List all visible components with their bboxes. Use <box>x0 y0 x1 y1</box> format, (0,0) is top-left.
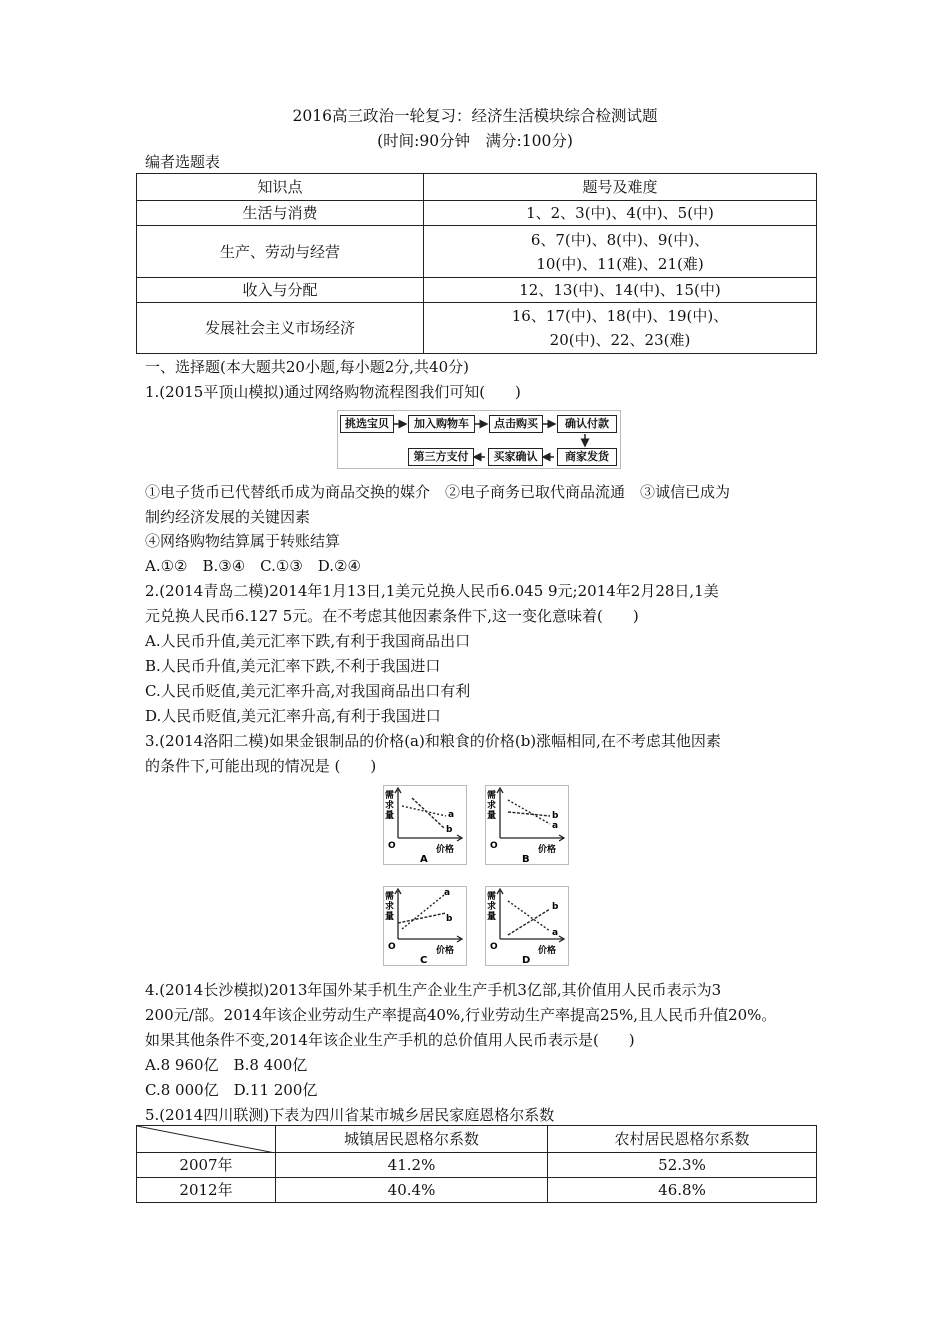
label-b: b <box>552 811 559 821</box>
document-subtitle: (时间:90分钟 满分:100分) <box>377 132 573 150</box>
line-a <box>508 901 550 931</box>
y-label: 需 <box>487 892 497 902</box>
q4-stem-1: 4.(2014长沙模拟)2013年国外某手机生产企业生产手机3亿部,其价值用人民币表示为3 <box>145 981 722 999</box>
q2-option-b: B.人民币升值,美元汇率下跌,不利于我国进口 <box>145 657 441 675</box>
line-b <box>412 798 444 828</box>
q1-options: A.①② B.③④ C.①③ D.②④ <box>145 557 361 575</box>
label-a: a <box>552 928 559 938</box>
origin-label: O <box>388 841 396 851</box>
q1-stem: 1.(2015平顶山模拟)通过网络购物流程图我们可知( ) <box>145 383 521 401</box>
items-cell: 6、7(中)、8(中)、9(中)、 10(中)、11(难)、21(难) <box>424 226 817 278</box>
flow-step-cart: 加入购物车 <box>408 415 475 433</box>
label-a: a <box>444 888 451 898</box>
y-label: 量 <box>487 811 497 821</box>
line-a <box>402 895 444 929</box>
topic-cell: 收入与分配 <box>137 278 424 303</box>
engel-urban-cell: 40.4% <box>276 1178 548 1203</box>
q4-stem-2: 200元/部。2014年该企业劳动生产率提高40%,行业劳动生产率提高25%,且人民币升值20%。 <box>145 1006 777 1024</box>
q4-options-1: A.8 960亿 B.8 400亿 <box>145 1056 308 1074</box>
document-title: 2016高三政治一轮复习：经济生活模块综合检测试题 <box>292 107 658 125</box>
flow-step-third-party: 第三方支付 <box>408 448 474 466</box>
y-label: 求 <box>385 902 395 912</box>
q2-stem-1: 2.(2014青岛二模)2014年1月13日,1美元兑换人民币6.045 9元;2014年2月28日,1美 <box>145 582 719 600</box>
line-a <box>402 806 446 816</box>
origin-label: O <box>490 841 498 851</box>
topic-cell: 发展社会主义市场经济 <box>137 303 424 354</box>
origin-label: O <box>490 942 498 952</box>
y-label: 求 <box>385 801 395 811</box>
label-b: b <box>446 825 453 835</box>
demand-graph-B <box>485 785 569 865</box>
y-label: 需 <box>385 892 395 902</box>
engel-header-rural: 农村居民恩格尔系数 <box>548 1126 817 1153</box>
engel-year-cell: 2012年 <box>137 1178 276 1203</box>
graph-svg <box>486 786 568 864</box>
q1-statement-2: 制约经济发展的关键因素 <box>145 508 311 526</box>
x-label: 价格 <box>436 845 455 855</box>
engel-corner-cell <box>137 1126 276 1153</box>
graph-svg <box>486 887 568 965</box>
origin-label: O <box>388 942 396 952</box>
label-b: b <box>552 902 559 912</box>
x-label: 价格 <box>538 845 557 855</box>
x-label: 价格 <box>436 946 455 956</box>
graph-letter: B <box>522 854 530 864</box>
engel-table <box>136 1125 817 1203</box>
q4-stem-3: 如果其他条件不变,2014年该企业生产手机的总价值用人民币表示是( ) <box>145 1031 635 1049</box>
label-b: b <box>446 914 453 924</box>
q3-stem-2: 的条件下,可能出现的情况是 ( ) <box>145 757 377 775</box>
demand-graph-C <box>383 886 467 966</box>
engel-header-urban: 城镇居民恩格尔系数 <box>276 1126 548 1153</box>
q2-option-c: C.人民币贬值,美元汇率升高,对我国商品出口有利 <box>145 682 471 700</box>
topic-cell: 生产、劳动与经营 <box>137 226 424 278</box>
q3-stem-1: 3.(2014洛阳二模)如果金银制品的价格(a)和粮食的价格(b)涨幅相同,在不考虑其他因素 <box>145 732 721 750</box>
x-label: 价格 <box>538 946 557 956</box>
q5-stem: 5.(2014四川联测)下表为四川省某市城乡居民家庭恩格尔系数 <box>145 1106 555 1124</box>
topic-cell: 生活与消费 <box>137 201 424 226</box>
label-a: a <box>552 821 559 831</box>
items-cell: 1、2、3(中)、4(中)、5(中) <box>424 201 817 226</box>
line-b <box>398 913 446 923</box>
graph-letter: A <box>420 854 428 864</box>
y-label: 需 <box>385 791 395 801</box>
items-header: 题号及难度 <box>424 174 817 201</box>
graph-svg <box>384 887 466 965</box>
topic-table <box>136 173 817 354</box>
graph-letter: D <box>522 955 531 965</box>
q4-options-2: C.8 000亿 D.11 200亿 <box>145 1081 318 1099</box>
flow-step-ship: 商家发货 <box>557 448 617 466</box>
y-label: 求 <box>487 801 497 811</box>
label-a: a <box>448 810 455 820</box>
y-label: 需 <box>487 791 497 801</box>
items-cell: 12、13(中)、14(中)、15(中) <box>424 278 817 303</box>
table-caption: 编者选题表 <box>145 153 221 171</box>
y-label: 量 <box>385 811 395 821</box>
q1-statement-3: ④网络购物结算属于转账结算 <box>145 532 341 550</box>
shopping-flow-chart <box>337 410 621 469</box>
engel-year-cell: 2007年 <box>137 1153 276 1178</box>
flow-step-select: 挑选宝贝 <box>340 415 394 433</box>
topic-header: 知识点 <box>137 174 424 201</box>
q2-stem-2: 元兑换人民币6.127 5元。在不考虑其他因素条件下,这一变化意味着( ) <box>145 607 639 625</box>
engel-urban-cell: 41.2% <box>276 1153 548 1178</box>
y-label: 量 <box>385 912 395 922</box>
q2-option-d: D.人民币贬值,美元汇率升高,有利于我国进口 <box>145 707 441 725</box>
graph-letter: C <box>420 955 428 965</box>
items-cell: 16、17(中)、18(中)、19(中)、 20(中)、22、23(难) <box>424 303 817 354</box>
line-b <box>508 909 550 935</box>
flow-step-buy: 点击购买 <box>489 415 543 433</box>
y-label: 量 <box>487 912 497 922</box>
flow-step-buyer-confirm: 买家确认 <box>488 448 543 466</box>
y-label: 求 <box>487 902 497 912</box>
graph-svg <box>384 786 466 864</box>
section-heading: 一、选择题(本大题共20小题,每小题2分,共40分) <box>145 358 469 376</box>
flow-step-pay-confirm: 确认付款 <box>557 415 617 433</box>
diagonal-line <box>137 1126 275 1153</box>
q1-statement-1: ①电子货币已代替纸币成为商品交换的媒介 ②电子商务已取代商品流通 ③诚信已成为 <box>145 483 731 501</box>
demand-graph-D <box>485 886 569 966</box>
engel-rural-cell: 46.8% <box>548 1178 817 1203</box>
engel-rural-cell: 52.3% <box>548 1153 817 1178</box>
demand-graph-A <box>383 785 467 865</box>
q2-option-a: A.人民币升值,美元汇率下跌,有利于我国商品出口 <box>145 632 471 650</box>
